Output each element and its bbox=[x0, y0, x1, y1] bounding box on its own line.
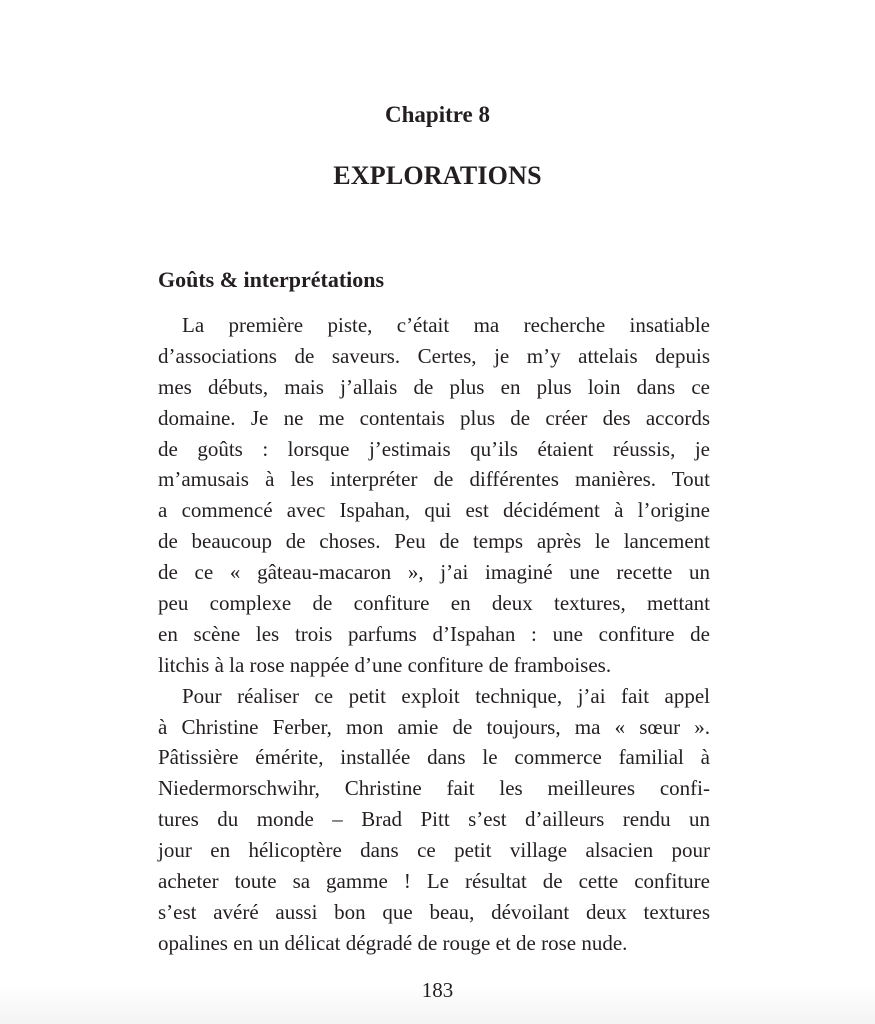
text-line: acheter toute sa gamme ! Le résultat de cette confiture bbox=[158, 869, 710, 894]
text-line: mes débuts, mais j’allais de plus en plus loin dans ce bbox=[158, 374, 710, 399]
text-line: jour en hélicoptère dans ce petit village alsacien pour bbox=[158, 838, 710, 863]
text-line: Niedermorschwihr, Christine fait les meilleures confi- bbox=[158, 776, 710, 801]
section-heading: Goûts & interprétations bbox=[158, 267, 385, 292]
text-line: La première piste, c’était ma recherche insatiable bbox=[182, 313, 710, 337]
text-line: litchis à la rose nappée d’une confiture de framboises. bbox=[158, 652, 612, 677]
paragraph bbox=[158, 310, 710, 681]
chapter-number: Chapitre 8 bbox=[385, 102, 490, 127]
text-line: Pour réaliser ce petit exploit technique, j’ai fait appel bbox=[182, 683, 710, 708]
text-line: de goûts : lorsque j’estimais qu’ils étaient réussis, je bbox=[158, 436, 710, 461]
text-line: s’est avéré aussi bon que beau, dévoilant deux textures bbox=[158, 899, 710, 924]
chapter-title: EXPLORATIONS bbox=[333, 161, 542, 190]
text-line: à Christine Ferber, mon amie de toujours, ma « sœur ». bbox=[158, 714, 710, 739]
text-line: m’amusais à les interpréter de différentes manières. Tout bbox=[158, 467, 710, 492]
text-line: en scène les trois parfums d’Ispahan : une confiture de bbox=[158, 621, 710, 646]
page-number: 183 bbox=[421, 978, 454, 1002]
text-line: d’associations de saveurs. Certes, je m’y attelais depuis bbox=[158, 343, 710, 368]
text-line: a commencé avec Ispahan, qui est décidément à l’origine bbox=[158, 498, 710, 523]
paragraph bbox=[158, 681, 710, 959]
body-text bbox=[158, 310, 710, 959]
text-line: peu complexe de confiture en deux textures, mettant bbox=[158, 591, 710, 616]
text-line: de ce « gâteau-macaron », j’ai imaginé une recette un bbox=[158, 560, 710, 585]
text-line: opalines en un délicat dégradé de rouge et de rose nude. bbox=[158, 930, 628, 955]
text-line: tures du monde – Brad Pitt s’est d’ailleurs rendu un bbox=[158, 807, 710, 832]
text-line: de beaucoup de choses. Peu de temps après le lancement bbox=[158, 529, 710, 554]
text-line: domaine. Je ne me contentais plus de créer des accords bbox=[158, 405, 710, 430]
text-line: Pâtissière émérite, installée dans le commerce familial à bbox=[158, 745, 710, 770]
